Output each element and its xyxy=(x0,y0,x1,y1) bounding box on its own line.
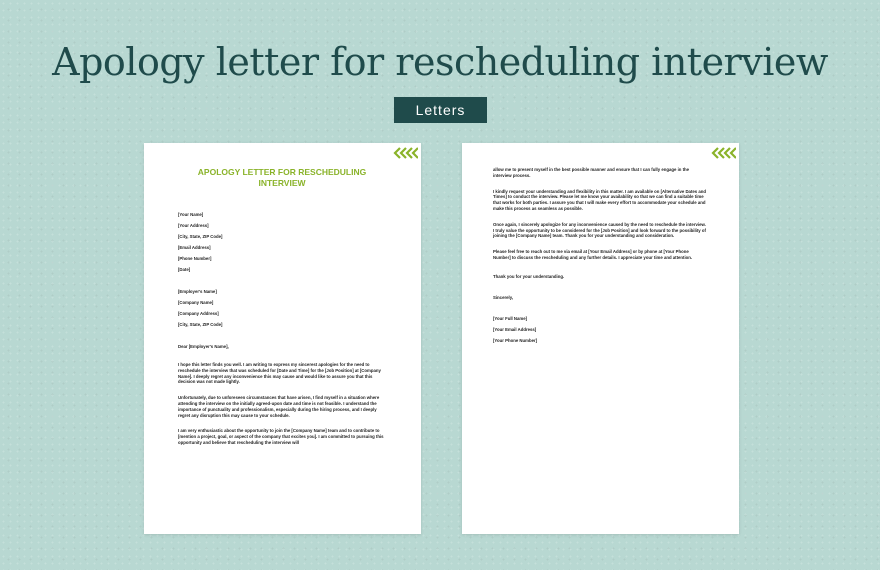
letter-heading: APOLOGY LETTER FOR RESCHEDULING INTERVIEW xyxy=(197,167,367,188)
signature-phone: [Your Phone Number] xyxy=(493,337,538,343)
chevron-decoration-icon xyxy=(392,146,418,160)
letter-body-2 xyxy=(493,167,707,346)
letter-page-2 xyxy=(462,143,739,534)
sender-city: [City, State, ZIP Code] xyxy=(178,234,223,239)
signature-email: [Your Email Address] xyxy=(493,326,537,332)
paragraph-5: Once again, I sincerely apologize for any inconvenience caused by the need to reschedule the interview. I truly value the opportunity to be considered for the [Job Position] and look forward to the possibility of joining the [Company Name] team. Thank you for your understanding and consideration. xyxy=(493,221,706,239)
sender-address: [Your Address] xyxy=(178,223,209,228)
letter-page-1 xyxy=(144,143,421,534)
letter-date: [Date] xyxy=(178,267,191,272)
recipient-name: [Employer's Name] xyxy=(178,289,217,294)
closing: Sincerely, xyxy=(493,294,513,300)
recipient-city: [City, State, ZIP Code] xyxy=(178,322,223,327)
recipient-address: [Company Address] xyxy=(178,311,219,316)
sender-email: [Email Address] xyxy=(178,245,211,250)
salutation: Dear [Employer's Name], xyxy=(178,344,229,349)
paragraph-6: Please feel free to reach out to me via email at [Your Email Address] or by phone at [Your Phone Number] to discuss the rescheduling and any further details. I appreciate your time and attention. xyxy=(493,249,693,260)
paragraph-continued: allow me to present myself in the best possible manner and ensure that I can fully engage in the interview process. xyxy=(493,167,690,178)
paragraph-4: I kindly request your understanding and flexibility in this matter. I am available on [Alternative Dates and Times] to conduct the interview. Please let me know your availability so that we can find a suitable time that works for both parties. I assure you that I will make every effort to accommodate your schedule and make this process as seamless as possible. xyxy=(493,188,706,211)
category-tag[interactable]: Letters xyxy=(394,97,487,123)
paragraph-2: Unfortunately, due to unforeseen circumstances that have arisen, I find myself in a situation where attending the interview on the initially agreed-upon date and time is not feasible. I understand the importance of punctuality and professionalism, especially during the hiring process, and I deeply regret any disruption this may cause to your schedule. xyxy=(178,395,380,418)
signature-name: [Your Full Name] xyxy=(493,315,528,321)
sender-phone: [Phone Number] xyxy=(178,256,212,261)
chevron-decoration-icon xyxy=(710,146,736,160)
paragraph-1: I hope this letter finds you well. I am writing to express my sincerest apologies for the need to reschedule the interview that was scheduled for [Date and Time] for the [Job Position] at [Company Name]. I deeply regret any inconvenience this may cause and would like to assure you that this decision was not made lightly. xyxy=(178,362,381,385)
recipient-company: [Company Name] xyxy=(178,300,214,305)
paragraph-3: I am very enthusiastic about the opportunity to join the [Company Name] team and to contribute to [mention a project, goal, or aspect of the company that excites you]. I am committed to pursuing this opportunity and believe that rescheduling the interview will xyxy=(178,428,384,445)
sender-name: [Your Name] xyxy=(178,212,204,217)
paragraph-7: Thank you for your understanding. xyxy=(493,273,565,279)
letter-body-1 xyxy=(178,167,386,456)
page-title: Apology letter for rescheduling interview xyxy=(52,40,828,84)
